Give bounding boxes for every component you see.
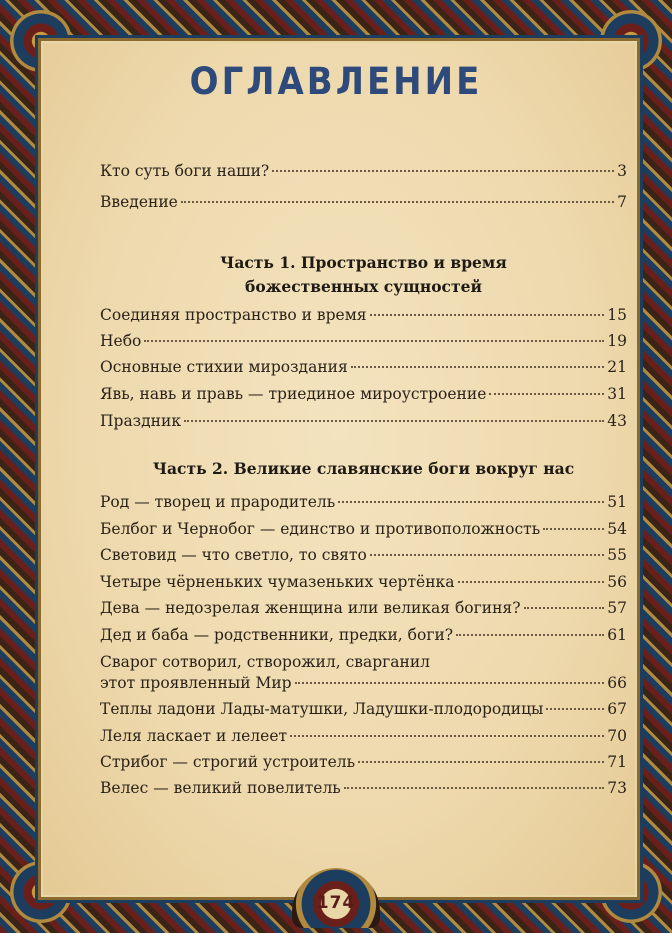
toc-entry-page: 73	[607, 779, 627, 797]
dot-leader	[344, 787, 605, 789]
toc-entry-page: 43	[607, 412, 627, 430]
dot-leader	[272, 170, 614, 172]
toc-entry-page: 51	[607, 493, 627, 511]
dot-leader	[489, 393, 604, 395]
toc-entry-page: 66	[607, 674, 627, 692]
toc-entry-page: 67	[607, 700, 627, 718]
toc-entry-page: 3	[617, 162, 627, 180]
toc-entry-title: Стрибог — строгий устроитель	[100, 753, 356, 771]
toc-entry-title: Леля ласкает и лелеет	[100, 727, 288, 745]
toc-entry-page: 71	[607, 753, 627, 771]
toc-entry[interactable]	[100, 493, 627, 519]
toc-entry-page: 54	[607, 520, 627, 538]
toc-entry-title: Велес — великий повелитель	[100, 779, 341, 797]
toc-entry[interactable]	[100, 727, 627, 753]
dot-leader	[456, 634, 604, 636]
toc-entry[interactable]	[100, 779, 627, 805]
toc-entry-title-line2: этот проявленный Мир	[100, 674, 292, 692]
dot-leader	[338, 501, 604, 503]
toc-entry[interactable]	[100, 674, 627, 700]
toc-entry-title: Кто суть боги наши?	[100, 162, 270, 180]
page-title: ОГЛАВЛЕНИЕ	[189, 60, 483, 104]
dot-leader	[181, 201, 614, 203]
toc-entry-title: Праздник	[100, 412, 182, 430]
toc-entry[interactable]	[100, 573, 627, 599]
part1-heading-line1: Часть 1. Пространство и время	[220, 253, 507, 272]
toc-entry[interactable]	[100, 412, 627, 438]
toc-entry-page: 7	[617, 193, 627, 211]
toc-entry[interactable]	[100, 546, 627, 572]
toc-entry-title: Основные стихии мироздания	[100, 358, 348, 376]
dot-leader	[184, 420, 604, 422]
toc-entry[interactable]	[100, 599, 627, 625]
part2-heading: Часть 2. Великие славянские боги вокруг нас	[152, 459, 575, 478]
toc-entry-title: Дед и баба — родственники, предки, боги?	[100, 626, 454, 644]
toc-entry-title: Дева — недозрелая женщина или великая богиня?	[100, 599, 521, 617]
toc-entry-page: 57	[607, 599, 627, 617]
toc-entry-page: 19	[607, 332, 627, 350]
dot-leader	[370, 554, 604, 556]
dot-leader	[370, 314, 605, 316]
toc-entry-title: Белбог и Чернобог — единство и противоположность	[100, 520, 541, 538]
toc-entry[interactable]	[100, 520, 627, 546]
dot-leader	[351, 366, 604, 368]
dot-leader	[458, 581, 605, 583]
toc-entry-page: 31	[607, 385, 627, 403]
toc-entry-page: 70	[607, 727, 627, 745]
toc-entry-page: 61	[607, 626, 627, 644]
page-number: 174	[316, 893, 356, 913]
toc-entry[interactable]	[100, 193, 627, 219]
toc-entry[interactable]	[100, 332, 627, 358]
dot-leader	[358, 761, 604, 763]
dot-leader	[524, 607, 605, 609]
part1-heading-line2: божественных сущностей	[245, 277, 482, 296]
toc-entry-title: Световид — что светло, то свято	[100, 546, 367, 564]
toc-entry-page: 15	[607, 306, 627, 324]
toc-entry-title: Четыре чёрненьких чумазеньких чертёнка	[100, 573, 455, 591]
toc-entry[interactable]	[100, 358, 627, 384]
toc-entry[interactable]	[100, 385, 627, 411]
toc-entry-title: Теплы ладони Лады-матушки, Ладушки-плодородицы	[100, 700, 544, 718]
dot-leader	[546, 708, 604, 710]
dot-leader	[543, 528, 604, 530]
toc-entry-page: 56	[607, 573, 627, 591]
toc-entry-title: Род — творец и прародитель	[100, 493, 336, 511]
toc-entry-title: Соединяя пространство и время	[100, 306, 367, 324]
toc-entry[interactable]	[100, 626, 627, 652]
toc-entry[interactable]	[100, 162, 627, 188]
dot-leader	[290, 735, 604, 737]
toc-entry-page: 21	[607, 358, 627, 376]
toc-entry-title: Небо	[100, 332, 142, 350]
toc-entry[interactable]	[100, 306, 627, 332]
toc-entry-title: Введение	[100, 193, 178, 211]
toc-entry[interactable]	[100, 753, 627, 779]
toc-entry[interactable]	[100, 700, 627, 726]
dot-leader	[295, 682, 605, 684]
toc-entry-title: Явь, навь и правь — триединое мироустроение	[100, 385, 487, 403]
toc-entry-title-line1[interactable]: Сварог сотворил, створожил, сварганил	[100, 653, 431, 671]
dot-leader	[144, 340, 604, 342]
toc-entry-page: 55	[607, 546, 627, 564]
